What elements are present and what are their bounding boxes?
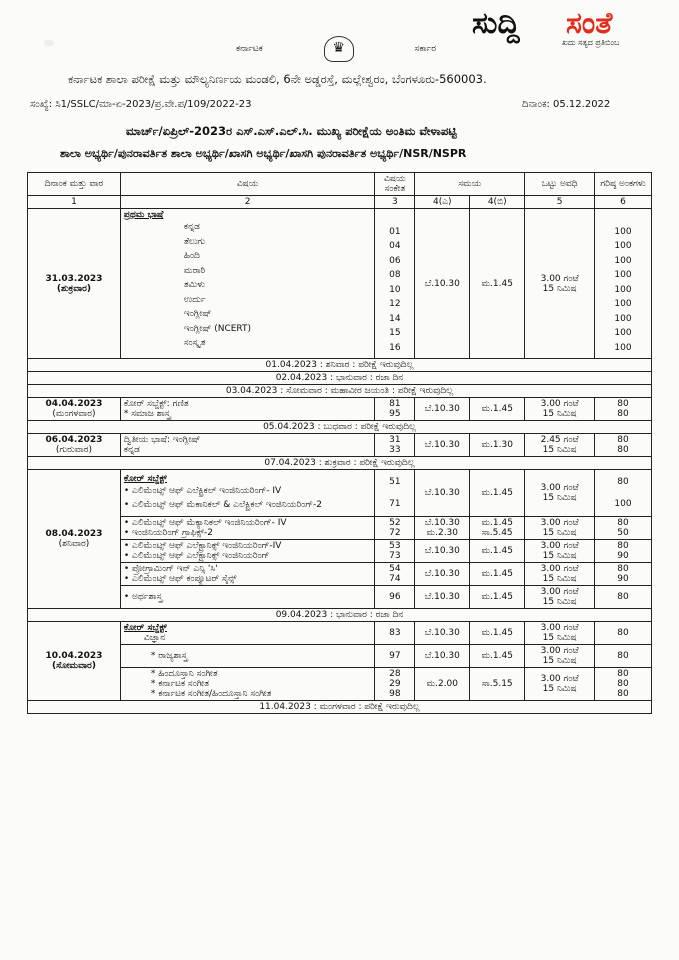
code-cell: 96 bbox=[375, 586, 415, 609]
date-cell bbox=[28, 209, 121, 359]
notice: 05.04.2023 : ಬುಧವಾರ : ಪರೀಕ್ಷೆ ಇರುವುದಿಲ್ಲ bbox=[28, 421, 652, 434]
num-3: 3 bbox=[375, 196, 415, 209]
duration-cell: 3.00 ಗಂಟೆ 15 ನಿಮಿಷ bbox=[525, 470, 595, 517]
duration-cell: 3.00 ಗಂಟೆ 15 ನಿಮಿಷ bbox=[525, 398, 595, 421]
code-cell: 52 72 bbox=[375, 517, 415, 540]
num-6: 6 bbox=[595, 196, 652, 209]
notice-row bbox=[28, 701, 652, 714]
subject-list: ವಿಜ್ಞಾನ bbox=[143, 633, 166, 643]
code-cell: 83 bbox=[375, 622, 415, 645]
emblem-icon: ♛ bbox=[324, 36, 354, 62]
duration-cell: 3.00 ಗಂಟೆ 15 ನಿಮಿಷ bbox=[525, 586, 595, 609]
num-4b: 4(ಬಿ) bbox=[470, 196, 525, 209]
end-time: ಮ.1.45 bbox=[470, 540, 525, 563]
subject-cell: ಕೋರ್ ಸಬ್ಜೆಕ್ಟ್: ಗಣಿತ * ಸಮಾಜ ಶಾಸ್ತ್ರ bbox=[120, 398, 374, 421]
marks-cell: 80 80 bbox=[595, 434, 652, 457]
notice: 01.04.2023 : ಶನಿವಾರ : ಪರೀಕ್ಷೆ ಇರುವುದಿಲ್ಲ bbox=[28, 359, 652, 372]
govt-left: ಕರ್ನಾಟಕ bbox=[236, 44, 263, 54]
marks-cell: 80 bbox=[595, 622, 652, 645]
subject-cell: * ಹಿಂದೂಸ್ತಾನಿ ಸಂಗೀತ * ಕರ್ನಾಟಕ ಸಂಗೀತ * ಕರ್ನಾಟಕ ಸಂಗೀತ/ಹಿಂದೂಸ್ತಾನಿ ಸಂಗೀತ bbox=[120, 668, 374, 701]
col-marks: ಗರಿಷ್ಠ ಅಂಕಗಳು bbox=[595, 173, 652, 196]
code-cell: 01 04 06 08 10 12 14 15 16 bbox=[375, 209, 415, 359]
code-cell: 81 95 bbox=[375, 398, 415, 421]
col-date-day: ದಿನಾಂಕ ಮತ್ತು ವಾರ bbox=[28, 173, 121, 196]
notice: 02.04.2023 : ಭಾನುವಾರ : ರಜಾ ದಿನ bbox=[28, 372, 652, 385]
subject-cell: • ಎಲಿಮೆಂಟ್ಸ್ ಆಫ್ ಎಲೆಕ್ಟ್ರಾನಿಕ್ಸ್ ಇಂಜಿನಿಯರಿಂಗ್-IV • ಎಲಿಮೆಂಟ್ಸ್ ಆಫ್ ಎಲೆಕ್ಟ್ರಾನಿಕ್ಸ್ ಇಂಜಿನಿಯರಿಂಗ್ bbox=[120, 540, 374, 563]
table-row bbox=[28, 563, 652, 586]
num-4a: 4(ಎ) bbox=[415, 196, 470, 209]
marks-cell: 80 80 bbox=[595, 398, 652, 421]
marks-cell: 80 80 80 bbox=[595, 668, 652, 701]
end-time: ಮ.1.45 bbox=[470, 398, 525, 421]
start-time: ಬೆ.10.30 bbox=[415, 622, 470, 645]
end-time: ಮ.1.45 bbox=[470, 470, 525, 517]
marks-cell: 80 90 bbox=[595, 563, 652, 586]
board-name: ಕರ್ನಾಟಕ ಶಾಲಾ ಪರೀಕ್ಷೆ ಮತ್ತು ಮೌಲ್ಯನಿರ್ಣಯ ಮಂಡಲಿ, 6ನೇ ಅಡ್ಡರಸ್ತೆ, ಮಲ್ಲೇಶ್ವರಂ, ಬೆಂಗಳೂರು-560003. bbox=[68, 72, 487, 86]
duration-cell: 3.00 ಗಂಟೆ 15 ನಿಮಿಷ bbox=[525, 209, 595, 359]
subject-group-heading: ಪ್ರಥಮ ಭಾಷೆ bbox=[123, 210, 164, 220]
marks-cell: 80 50 bbox=[595, 517, 652, 540]
code-cell: 54 74 bbox=[375, 563, 415, 586]
notice-row bbox=[28, 385, 652, 398]
page-title: ಮಾರ್ಚ್/ಏಪ್ರಿಲ್-2023ರ ಎಸ್.ಎಸ್.ಎಲ್.ಸಿ. ಮುಖ್ಯ ಪರೀಕ್ಷೆಯ ಅಂತಿಮ ವೇಳಾಪಟ್ಟಿ bbox=[126, 124, 457, 138]
end-time: ಮ.1.45 bbox=[470, 209, 525, 359]
start-time: ಬೆ.10.30 ಮ.2.30 bbox=[415, 517, 470, 540]
row-date: 08.04.2023 bbox=[45, 529, 103, 539]
date-cell bbox=[28, 470, 121, 609]
logo-tagline: ಖದು ಸತ್ಯದ ಪ್ರತಿಬಿಂಬ bbox=[562, 38, 620, 47]
num-2: 2 bbox=[120, 196, 374, 209]
notice-row bbox=[28, 609, 652, 622]
end-time: ಮ.1.45 bbox=[470, 622, 525, 645]
marks-cell: 80 100 bbox=[595, 470, 652, 517]
subject-cell bbox=[120, 209, 374, 359]
row-date: 04.04.2023 bbox=[45, 399, 103, 409]
date-cell bbox=[28, 622, 121, 701]
date-cell bbox=[28, 398, 121, 421]
subject-cell bbox=[120, 622, 374, 645]
logo bbox=[472, 6, 672, 50]
reference-number: ಸಂಖ್ಯೆ: ಸಿ1/SSLC/ಮಾ-ಏ-2023/ಪ್ರ.ವೇ.ಪ/109/2022-23 bbox=[30, 99, 252, 110]
punch-hole bbox=[44, 40, 54, 46]
subject-cell: * ರಾಜ್ಯಶಾಸ್ತ್ರ bbox=[120, 645, 374, 668]
date-cell bbox=[28, 434, 121, 457]
col-subject: ವಿಷಯ bbox=[120, 173, 374, 196]
start-time: ಬೆ.10.30 bbox=[415, 209, 470, 359]
row-day: (ಗುರುವಾರ) bbox=[55, 445, 92, 455]
subject-group-heading: ಕೋರ್ ಸಬ್ಜೆಕ್ಟ್ bbox=[123, 623, 167, 633]
start-time: ಬೆ.10.30 bbox=[415, 586, 470, 609]
subject-list: • ಎಲಿಮೆಂಟ್ಸ್ ಆಫ್ ಎಲೆಕ್ಟ್ರಿಕಲ್ ಇಂಜಿನಿಯರಿಂಗ್- IV • ಎಲಿಮೆಂಟ್ಸ್ ಆಫ್ ಮೆಕಾನಿಕಲ್ & ಎಲೆಕ್ಟ್ರಿಕಲ್ ಇಂಜಿನಿಯರಿಂಗ್-2 bbox=[123, 486, 322, 510]
table-row bbox=[28, 517, 652, 540]
page-subtitle: ಶಾಲಾ ಅಭ್ಯರ್ಥಿ/ಪುನರಾವರ್ತಿತ ಶಾಲಾ ಅಭ್ಯರ್ಥಿ/ಖಾಸಗಿ ಅಭ್ಯರ್ಥಿ/ಖಾಸಗಿ ಪುನರಾವರ್ತಿತ ಅಭ್ಯರ್ಥಿ/NSR/NSPR bbox=[60, 147, 467, 160]
notice: 11.04.2023 : ಮಂಗಳವಾರ : ಪರೀಕ್ಷೆ ಇರುವುದಿಲ್ಲ bbox=[28, 701, 652, 714]
row-day: (ಶನಿವಾರ) bbox=[58, 539, 90, 549]
notice-row bbox=[28, 372, 652, 385]
end-time: ಮ.1.45 ಸಾ.5.45 bbox=[470, 517, 525, 540]
marks-cell: 80 bbox=[595, 645, 652, 668]
col-duration: ಒಟ್ಟು ಅವಧಿ bbox=[525, 173, 595, 196]
govt-header bbox=[236, 36, 436, 62]
subject-list: ಕನ್ನಡ ತೆಲುಗು ಹಿಂದಿ ಮರಾಠಿ ತಮಿಳು ಉರ್ದು ಇಂಗ್ಲೀಷ್ ಇಂಗ್ಲೀಷ್ (NCERT) ಸಂಸ್ಕೃತ bbox=[183, 222, 252, 348]
start-time: ಬೆ.10.30 bbox=[415, 563, 470, 586]
end-time: ಮ.1.45 bbox=[470, 586, 525, 609]
notice-row bbox=[28, 359, 652, 372]
subject-cell bbox=[120, 470, 374, 517]
duration-cell: 3.00 ಗಂಟೆ 15 ನಿಮಿಷ bbox=[525, 622, 595, 645]
subject-group-heading: ಕೋರ್ ಸಬ್ಜೆಕ್ಟ್ bbox=[123, 474, 167, 484]
num-5: 5 bbox=[525, 196, 595, 209]
logo-word2: ಸಂತೆ bbox=[566, 6, 613, 41]
table-row bbox=[28, 470, 652, 517]
code-cell: 53 73 bbox=[375, 540, 415, 563]
code-cell: 97 bbox=[375, 645, 415, 668]
row-day: (ಮಂಗಳವಾರ) bbox=[52, 409, 96, 419]
notice: 03.04.2023 : ಸೋಮವಾರ : ಮಹಾವೀರ ಜಯಂತಿ : ಪರೀಕ್ಷೆ ಇರುವುದಿಲ್ಲ bbox=[28, 385, 652, 398]
table-row bbox=[28, 622, 652, 645]
code-cell: 31 33 bbox=[375, 434, 415, 457]
issue-date: ದಿನಾಂಕ: 05.12.2022 bbox=[522, 99, 611, 110]
marks-cell: 80 bbox=[595, 586, 652, 609]
col-time: ಸಮಯ bbox=[415, 173, 525, 196]
header-row bbox=[28, 173, 652, 196]
row-date: 06.04.2023 bbox=[45, 435, 103, 445]
end-time: ಮ.1.45 bbox=[470, 645, 525, 668]
start-time: ಬೆ.10.30 bbox=[415, 470, 470, 517]
table-row bbox=[28, 398, 652, 421]
code-cell: 51 71 bbox=[375, 470, 415, 517]
start-time: ಬೆ.10.30 bbox=[415, 398, 470, 421]
govt-right: ಸರ್ಕಾರ bbox=[414, 44, 436, 54]
start-time: ಬೆ.10.30 bbox=[415, 645, 470, 668]
marks-cell: 80 90 bbox=[595, 540, 652, 563]
duration-cell: 3.00 ಗಂಟೆ 15 ನಿಮಿಷ bbox=[525, 668, 595, 701]
start-time: ಮ.2.00 bbox=[415, 668, 470, 701]
marks-cell: 100 100 100 100 100 100 100 100 100 bbox=[595, 209, 652, 359]
col-code: ವಿಷಯ ಸಂಕೇತ bbox=[375, 173, 415, 196]
start-time: ಬೆ.10.30 bbox=[415, 540, 470, 563]
table-row bbox=[28, 668, 652, 701]
row-day: (ಸೋಮವಾರ) bbox=[51, 661, 96, 671]
timetable bbox=[27, 172, 652, 714]
notice-row bbox=[28, 421, 652, 434]
subject-cell: • ಎಲಿಮೆಂಟ್ಸ್ ಆಫ್ ಮೆಕ್ಯಾನಿಕಲ್ ಇಂಜಿನಿಯರಿಂಗ್- IV • ಇಂಜಿನಿಯರಿಂಗ್ ಗ್ರಾಫಿಕ್ಸ್-2 bbox=[120, 517, 374, 540]
end-time: ಮ.1.30 bbox=[470, 434, 525, 457]
duration-cell: 2.45 ಗಂಟೆ 15 ನಿಮಿಷ bbox=[525, 434, 595, 457]
end-time: ಮ.1.45 bbox=[470, 563, 525, 586]
start-time: ಬೆ.10.30 bbox=[415, 434, 470, 457]
table-row bbox=[28, 434, 652, 457]
row-date: 10.04.2023 bbox=[45, 651, 103, 661]
end-time: ಸಾ.5.15 bbox=[470, 668, 525, 701]
table-row bbox=[28, 540, 652, 563]
duration-cell: 3.00 ಗಂಟೆ 15 ನಿಮಿಷ bbox=[525, 645, 595, 668]
logo-word1: ಸುದ್ದಿ bbox=[472, 6, 520, 41]
row-date: 31.03.2023 bbox=[45, 273, 103, 284]
number-row bbox=[28, 196, 652, 209]
duration-cell: 3.00 ಗಂಟೆ 15 ನಿಮಿಷ bbox=[525, 540, 595, 563]
duration-cell: 3.00 ಗಂಟೆ 15 ನಿಮಿಷ bbox=[525, 517, 595, 540]
subject-cell: • ಅರ್ಥಶಾಸ್ತ್ರ bbox=[120, 586, 374, 609]
code-cell: 28 29 98 bbox=[375, 668, 415, 701]
subject-cell: ದ್ವಿತೀಯ ಭಾಷೆ: ಇಂಗ್ಲೀಷ್ ಕನ್ನಡ bbox=[120, 434, 374, 457]
row-day: (ಶುಕ್ರವಾರ) bbox=[56, 283, 92, 294]
duration-cell: 3.00 ಗಂಟೆ 15 ನಿಮಿಷ bbox=[525, 563, 595, 586]
notice: 09.04.2023 : ಭಾನುವಾರ : ರಜಾ ದಿನ bbox=[28, 609, 652, 622]
subject-cell: • ಪ್ರೋಗ್ರಾಮಿಂಗ್ ಇನ್ ಎನ್ಸಿ 'ಸಿ' • ಎಲಿಮೆಂಟ್ಸ್ ಆಫ್ ಕಂಪ್ಯೂಟರ್ ಸೈನ್ಸ್ bbox=[120, 563, 374, 586]
table-row bbox=[28, 209, 652, 359]
notice-row bbox=[28, 457, 652, 470]
notice: 07.04.2023 : ಶುಕ್ರವಾರ : ಪರೀಕ್ಷೆ ಇರುವುದಿಲ್ಲ bbox=[28, 457, 652, 470]
table-row bbox=[28, 586, 652, 609]
num-1: 1 bbox=[28, 196, 121, 209]
table-row bbox=[28, 645, 652, 668]
